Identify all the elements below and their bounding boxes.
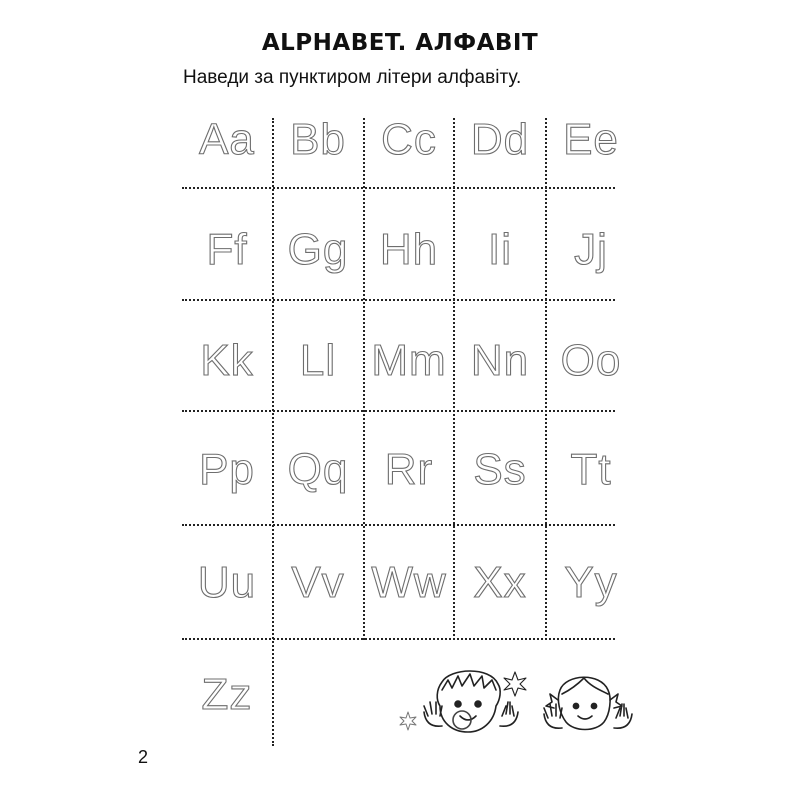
letter-cell[interactable]: Ii: [488, 225, 512, 274]
grid-line: [182, 187, 615, 189]
letter-cell[interactable]: Pp: [199, 445, 255, 494]
letter-cell[interactable]: Ww: [371, 558, 447, 607]
letter-cell[interactable]: Jj: [574, 225, 608, 274]
letter-cell[interactable]: Bb: [290, 115, 346, 164]
letter-cell[interactable]: Gg: [287, 225, 349, 274]
letter-cell[interactable]: Ff: [206, 225, 248, 274]
boy-icon: [424, 671, 518, 732]
letter-cell[interactable]: Ee: [563, 115, 619, 164]
instruction-text: Наведи за пунктиром літери алфавіту.: [183, 67, 522, 88]
letter-cell[interactable]: Mm: [371, 336, 447, 385]
letter-cell[interactable]: Ll: [299, 336, 337, 385]
grid-line: [182, 299, 615, 301]
grid-line: [182, 524, 615, 526]
letter-cell[interactable]: Qq: [287, 445, 349, 494]
letter-cell[interactable]: Hh: [379, 225, 439, 274]
grid-line: [182, 638, 615, 640]
girl-icon: [544, 677, 632, 729]
letter-cell[interactable]: Vv: [291, 558, 345, 607]
grid-line: [182, 410, 615, 412]
letter-cell[interactable]: Ss: [473, 445, 527, 494]
page-title: ALPHABET. АЛФАВІТ: [261, 30, 539, 56]
letter-cell[interactable]: Dd: [470, 115, 530, 164]
star-icon: [504, 672, 526, 696]
letter-cell[interactable]: Nn: [470, 336, 530, 385]
letter-cell[interactable]: Kk: [200, 336, 254, 385]
letter-cell[interactable]: Tt: [570, 445, 612, 494]
page-number: 2: [138, 747, 149, 767]
letter-cell[interactable]: Zz: [201, 670, 253, 719]
star-icon: [400, 712, 416, 730]
letter-cell[interactable]: Cc: [381, 115, 437, 164]
letter-cell[interactable]: Yy: [564, 558, 618, 607]
letter-cell[interactable]: Aa: [199, 115, 255, 164]
letter-cell[interactable]: Uu: [197, 558, 257, 607]
letter-cell[interactable]: Oo: [560, 336, 622, 385]
letter-cell[interactable]: Rr: [384, 445, 434, 494]
letter-cell[interactable]: Xx: [473, 558, 527, 607]
children-illustration: [390, 660, 640, 750]
